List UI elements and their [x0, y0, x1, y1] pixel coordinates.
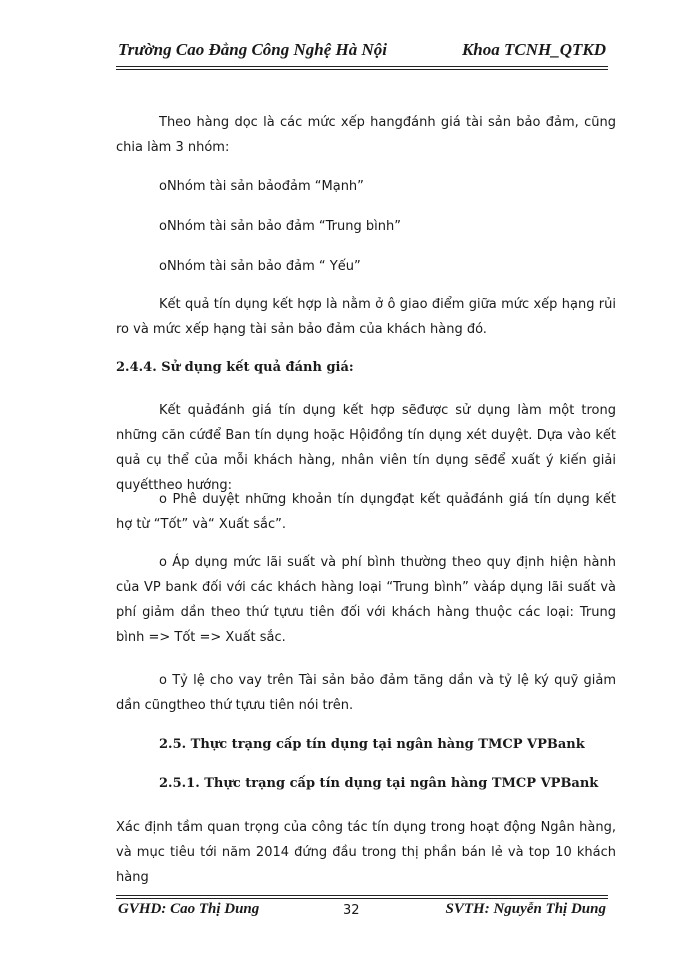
paragraph: Xác định tầm quan trọng của công tác tín dụng trong hoạt động Ngân hàng, và mục tiêu tới năm 2014 đứng đầu trong thị phần bán lẻ và top 10 khách hàng — [116, 820, 616, 885]
footer-advisor: GVHD: Cao Thị Dung — [118, 901, 260, 917]
page-number: 32 — [343, 903, 360, 918]
header-school: Trường Cao Đẳng Công Nghệ Hà Nội — [118, 40, 387, 59]
footer-rule — [116, 895, 608, 899]
list-item: o Phê duyệt những khoản tín dụngđạt kết quảđánh giá tín dụng kết hợ từ “Tốt” và“ Xuất sắc”. — [116, 492, 616, 532]
paragraph: Theo hàng dọc là các mức xếp hangđánh giá tài sản bảo đảm, cũng chia làm 3 nhóm: — [116, 115, 616, 155]
list-item: o Áp dụng mức lãi suất và phí bình thường theo quy định hiện hành của VP bank đối với các khách hàng loại “Trung bình” vàáp dụng lãi suất và phí giảm dần theo thứ tựưu tiên đối với khách hàng thuộc các loại: Trung bình => Tốt => Xuất sắc. — [116, 555, 616, 645]
list-item: o Tỷ lệ cho vay trên Tài sản bảo đảm tăng dần và tỷ lệ ký quỹ giảm dần cũngtheo thứ tựưu tiên nói trên. — [116, 673, 616, 713]
list-item: oNhóm tài sản bảo đảm “Trung bình” — [159, 219, 401, 234]
header-rule — [116, 66, 608, 70]
section-heading: 2.5. Thực trạng cấp tín dụng tại ngân hàng TMCP VPBank — [159, 737, 585, 752]
list-item: oNhóm tài sản bảo đảm “ Yếu” — [159, 259, 361, 274]
subsection-heading: 2.5.1. Thực trạng cấp tín dụng tại ngân hàng TMCP VPBank — [159, 776, 599, 791]
section-heading: 2.4.4. Sử dụng kết quả đánh giá: — [116, 360, 354, 375]
header-faculty: Khoa TCNH_QTKD — [461, 40, 606, 59]
footer-student: SVTH: Nguyễn Thị Dung — [445, 901, 606, 917]
paragraph: Kết quả tín dụng kết hợp là nằm ở ô giao điểm giữa mức xếp hạng rủi ro và mức xếp hạng tài sản bảo đảm của khách hàng đó. — [116, 297, 616, 337]
paragraph: Kết quảđánh giá tín dụng kết hợp sẽđược sử dụng làm một trong những căn cứđể Ban tín dụng hoặc Hộiđồng tín dụng xét duyệt. Dựa vào kết quả cụ thể của mỗi khách hàng, nhân viên tín dụng sẽđể xuất ý kiến giải quyếttheo hướng: — [116, 403, 616, 493]
list-item: oNhóm tài sản bảođảm “Mạnh” — [159, 179, 364, 194]
